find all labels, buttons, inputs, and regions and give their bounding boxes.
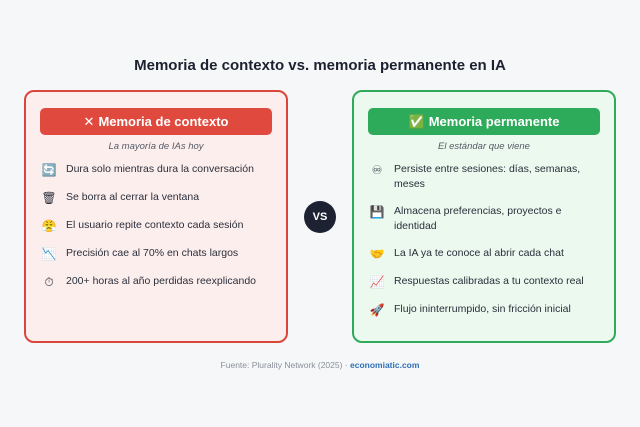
context-memory-list <box>40 162 272 290</box>
chart-decreasing-icon: 📉 <box>41 246 57 261</box>
permanent-memory-list <box>368 162 600 318</box>
handshake-icon: 🤝 <box>369 246 385 261</box>
permanent-memory-header <box>368 108 600 135</box>
list-item <box>40 274 272 290</box>
list-item <box>40 162 272 178</box>
list-item <box>368 204 600 234</box>
permanent-memory-header-label: Memoria permanente <box>428 114 560 129</box>
list-item-text: Almacena preferencias, proyectos e identidad <box>394 205 562 232</box>
list-item <box>40 190 272 206</box>
list-item-text: Dura solo mientras dura la conversación <box>66 163 254 175</box>
list-item <box>368 246 600 262</box>
context-memory-subtitle: La mayoría de IAs hoy <box>108 141 204 152</box>
list-item-text: Precisión cae al 70% en chats largos <box>66 247 239 259</box>
list-item <box>40 246 272 262</box>
brand-link[interactable]: economiatic.com <box>350 360 420 370</box>
list-item-text: Flujo ininterrumpido, sin fricción inicial <box>394 303 571 315</box>
list-item-text: La IA ya te conoce al abrir cada chat <box>394 247 564 259</box>
rocket-icon: 🚀 <box>369 302 385 317</box>
chart-increasing-icon: 📈 <box>369 274 385 289</box>
refresh-icon: 🔄 <box>41 162 57 177</box>
stopwatch-icon: ⏱ <box>44 274 54 289</box>
context-memory-header-label: Memoria de contexto <box>98 114 229 129</box>
list-item-text: El usuario repite contexto cada sesión <box>66 219 244 231</box>
list-item <box>368 302 600 318</box>
list-item <box>368 274 600 290</box>
list-item <box>368 162 600 192</box>
cross-mark-icon: ✕ <box>83 113 95 129</box>
frustrated-face-icon: 😤 <box>41 218 57 233</box>
list-item-text: Respuestas calibradas a tu contexto real <box>394 275 584 287</box>
vs-badge: VS <box>304 201 336 233</box>
page-title: Memoria de contexto vs. memoria permanente en IA <box>134 57 506 74</box>
source-footer <box>0 360 640 370</box>
permanent-memory-subtitle: El estándar que viene <box>438 141 530 152</box>
list-item-text: Se borra al cerrar la ventana <box>66 191 200 203</box>
context-memory-header <box>40 108 272 135</box>
permanent-memory-card <box>352 90 616 343</box>
trash-icon: 🗑 <box>41 190 57 205</box>
floppy-disk-icon: 💾 <box>369 204 385 219</box>
infinity-icon: ♾ <box>371 162 383 177</box>
source-text: Fuente: Plurality Network (2025) · <box>220 360 350 370</box>
list-item-text: Persiste entre sesiones: días, semanas, meses <box>394 163 581 190</box>
check-mark-icon: ✅ <box>408 113 425 129</box>
context-memory-card <box>24 90 288 343</box>
list-item <box>40 218 272 234</box>
list-item-text: 200+ horas al año perdidas reexplicando <box>66 275 257 287</box>
